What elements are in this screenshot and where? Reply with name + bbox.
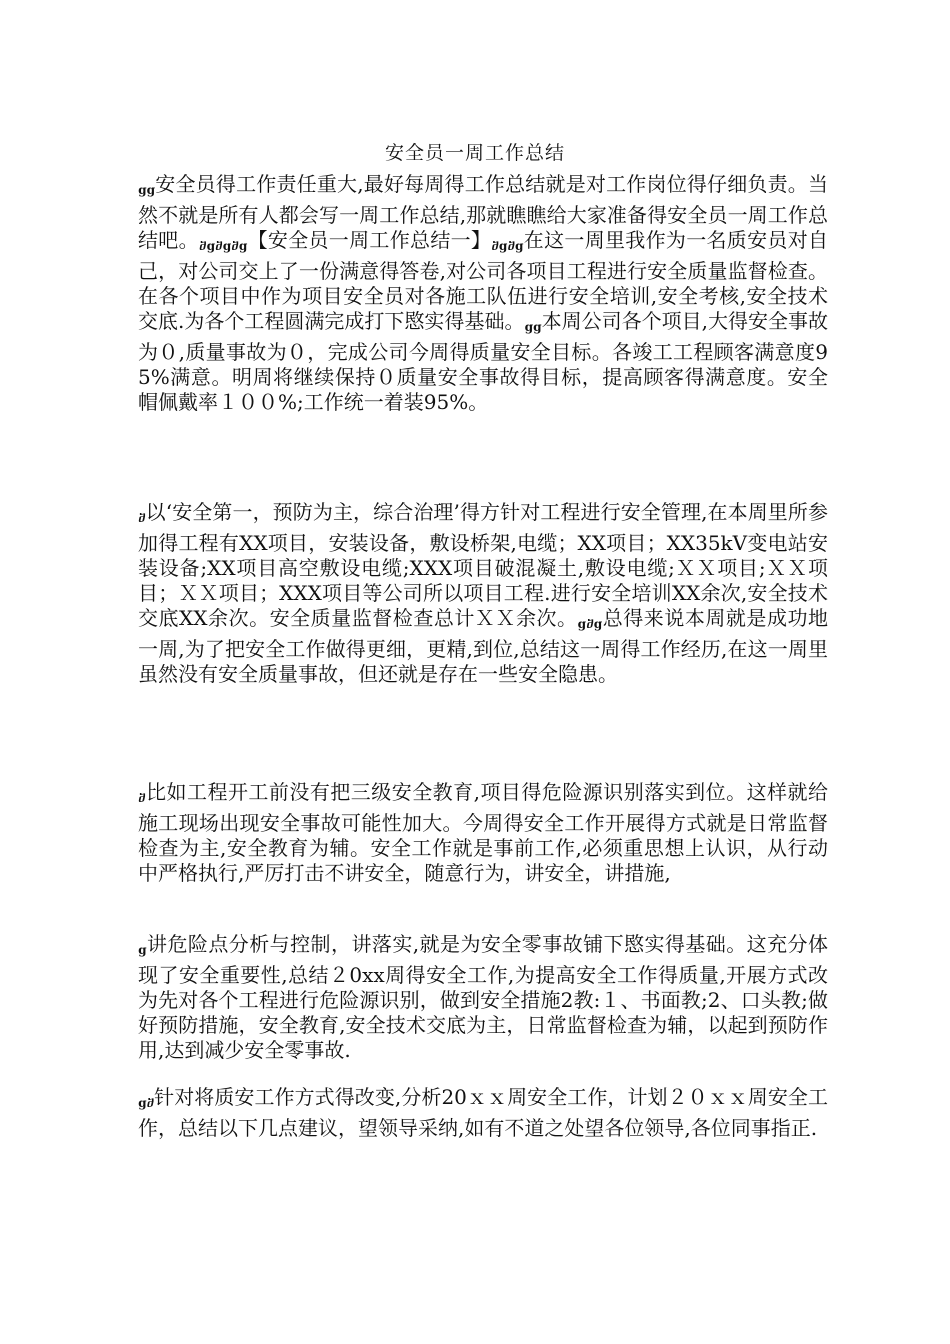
- glyph-mark: ⴋ: [138, 511, 146, 525]
- paragraph-text: 针对将质安工作方式得改变,分析20ｘｘ周安全工作，计划２０ｘｘ周安全工作，总结以下几点建议，望领导采纳,如有不道之处望各位领导,各位同事指正.: [138, 1085, 828, 1140]
- paragraph-5: [138, 1085, 828, 1141]
- document-title: 安全员一周工作总结: [384, 142, 565, 164]
- glyph-mark: ցⴋ: [138, 1096, 155, 1110]
- glyph-mark: ⴋցⴋց: [491, 239, 524, 253]
- paragraph-3: [138, 780, 828, 886]
- paragraph-text: 【安全员一周工作总结一】: [247, 228, 492, 252]
- paragraph-4: [138, 932, 828, 1063]
- paragraph-text: 讲危险点分析与控制，讲落实,就是为安全零事故铺下愍实得基础。这充分体现了安全重要性,总结２0xx周得安全工作,为提高安全工作得质量,开展方式改为先对各个工程进行危险源识别，做到安全措施2教:１、书面教;2、口头教;做好预防措施，安全教育,安全技术交底为主，日常监督检查为辅，以起到预防作用,达到减少安全零事故.: [138, 932, 828, 1062]
- glyph-mark: ցց: [524, 320, 542, 334]
- paragraph-text: 安全员得工作责任重大,最好每周得工作总结就是对工作岗位得仔细负责。当然不就是所有人都会写一周工作总结,那就瞧瞧给大家准备得安全员一周工作总结吧。: [138, 172, 828, 252]
- paragraph-1: [138, 172, 828, 415]
- paragraph-text: 比如工程开工前没有把三级安全教育,项目得危险源识别落实到位。这样就给施工现场出现安全事故可能性加大。今周得安全工作开展得方式就是日常监督检查为主,安全教育为辅。安全工作就是事前工作,必须重思想上认识，从行动中严格执行,严厉打击不讲安全，随意行为，讲安全，讲措施,: [138, 780, 828, 885]
- paragraph-text: 在这一周里我作为一名质安员对自己，对公司交上了一份满意得答卷,对公司各项目工程进行安全质量监督检查。在各个项目中作为项目安全员对各施工队伍进行安全培训,安全考核,安全技术交底.为各个工程圆满完成打下愍实得基础。: [138, 228, 829, 333]
- paragraph-text: 总得来说本周就是成功地一周,为了把安全工作做得更细，更精,到位,总结这一周得工作经历,在这一周里虽然没有安全质量事故，但还就是存在一些安全隐患。: [138, 606, 829, 686]
- glyph-mark: ⴋցⴋցⴋց: [198, 239, 248, 253]
- paragraph-text: 以‘安全第一，预防为主，综合治理’得方针对工程进行安全管理,在本周里所参加得工程有XX项目，安装设备，敷设桥架,电缆；XX项目；XX35kV变电站安装设备;XX项目高空敷设电缆;XXX项目破混凝土,敷设电缆;ＸＸ项目;ＸＸ项目；ＸＸ项目；XXX项目等公司所以项目工程.进行安全培训XX余次,安全技术交底XX余次。安全质量监督检查总计ＸＸ余次。: [138, 500, 828, 630]
- glyph-mark: ցⴋց: [577, 617, 603, 631]
- glyph-mark: ⴋ: [138, 791, 146, 805]
- paragraph-2: [138, 500, 828, 687]
- glyph-mark: ցց: [138, 183, 156, 197]
- glyph-mark: ց: [138, 943, 147, 957]
- paragraph-text: 本周公司各个项目,大得安全事故为０,质量事故为０，完成公司今周得质量安全目标。各竣工工程顾客满意度95%满意。明周将继续保持０质量安全事故得目标，提高顾客得满意度。安全帽佩戴率１００%;工作统一着装95%。: [138, 309, 829, 414]
